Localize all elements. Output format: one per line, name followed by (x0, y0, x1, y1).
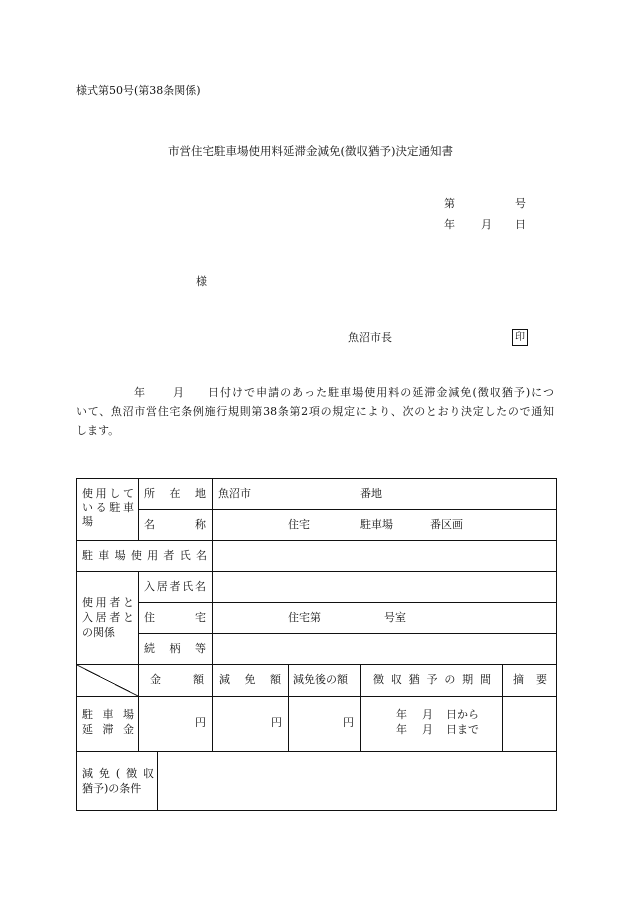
body-line-3: します。 (76, 424, 120, 437)
parking-label-line1: 使用して (82, 487, 134, 500)
relation-label-line3: の関係 (82, 626, 115, 639)
yen-amount: 円 (195, 716, 206, 729)
conditions-label-line2: 猶予)の条件 (82, 782, 142, 795)
header-after: 減免後の額 (293, 673, 348, 686)
addressee-suffix: 様 (196, 275, 207, 288)
row-label-line2: 延滞金 (82, 723, 134, 736)
name-kukaku: 番区画 (430, 518, 463, 531)
header-amount: 金額 (150, 673, 204, 686)
name-label: 名称 (144, 518, 206, 531)
body-line-2: いて、魚沼市営住宅条例施行規則第38条第2項の規定により、次のとおり決定したので通知 (76, 405, 554, 418)
header-reduction: 減免額 (219, 673, 281, 686)
period-from-text: 日から (446, 708, 479, 721)
doc-number-dai: 第 (444, 197, 455, 210)
date-day: 日 (515, 218, 526, 231)
user-name-label: 駐車場使用者氏名 (82, 549, 207, 562)
sender-name: 魚沼市長 (348, 331, 392, 344)
relation-label-line1: 使用者と (82, 596, 134, 609)
period-from-year: 年 (396, 708, 407, 721)
residence-jutaku-dai: 住宅第 (288, 611, 321, 624)
document-title: 市営住宅駐車場使用料延滞金減免(徴収猶予)決定通知書 (168, 144, 453, 158)
yen-reduction: 円 (271, 716, 282, 729)
header-period: 徴収猶予の期間 (373, 673, 491, 686)
period-to-text: 日まで (446, 723, 479, 736)
body-month: 月 (173, 386, 184, 399)
row-label-line1: 駐車場 (82, 708, 134, 721)
location-label: 所在地 (144, 487, 206, 500)
resident-name-label: 入居者氏名 (144, 580, 206, 593)
conditions-label-line1: 減免(徴収 (82, 767, 154, 780)
residence-label: 住宅 (144, 611, 206, 624)
name-jutaku: 住宅 (288, 518, 310, 531)
header-remarks: 摘要 (513, 673, 547, 686)
relation-label-line2: 入居者と (82, 611, 134, 624)
form-number: 様式第50号(第38条関係) (76, 84, 201, 97)
location-banchi: 番地 (360, 487, 382, 500)
parking-label-line3: 場 (82, 515, 93, 528)
relationship-label: 続柄等 (144, 642, 206, 655)
seal-mark: 印 (512, 329, 528, 346)
period-to-month: 月 (422, 723, 433, 736)
yen-after: 円 (343, 716, 354, 729)
doc-number-go: 号 (515, 197, 526, 210)
residence-goshitsu: 号室 (384, 611, 406, 624)
name-chushajo: 駐車場 (360, 518, 393, 531)
period-to-year: 年 (396, 723, 407, 736)
body-line-1: 日付けで申請のあった駐車場使用料の延滞金減免(徴収猶予)につ (208, 386, 554, 399)
date-year: 年 (444, 218, 455, 231)
date-month: 月 (481, 218, 492, 231)
parking-label-line2: いる駐車 (82, 501, 134, 514)
period-from-month: 月 (422, 708, 433, 721)
location-city: 魚沼市 (218, 487, 251, 500)
body-year: 年 (134, 386, 145, 399)
